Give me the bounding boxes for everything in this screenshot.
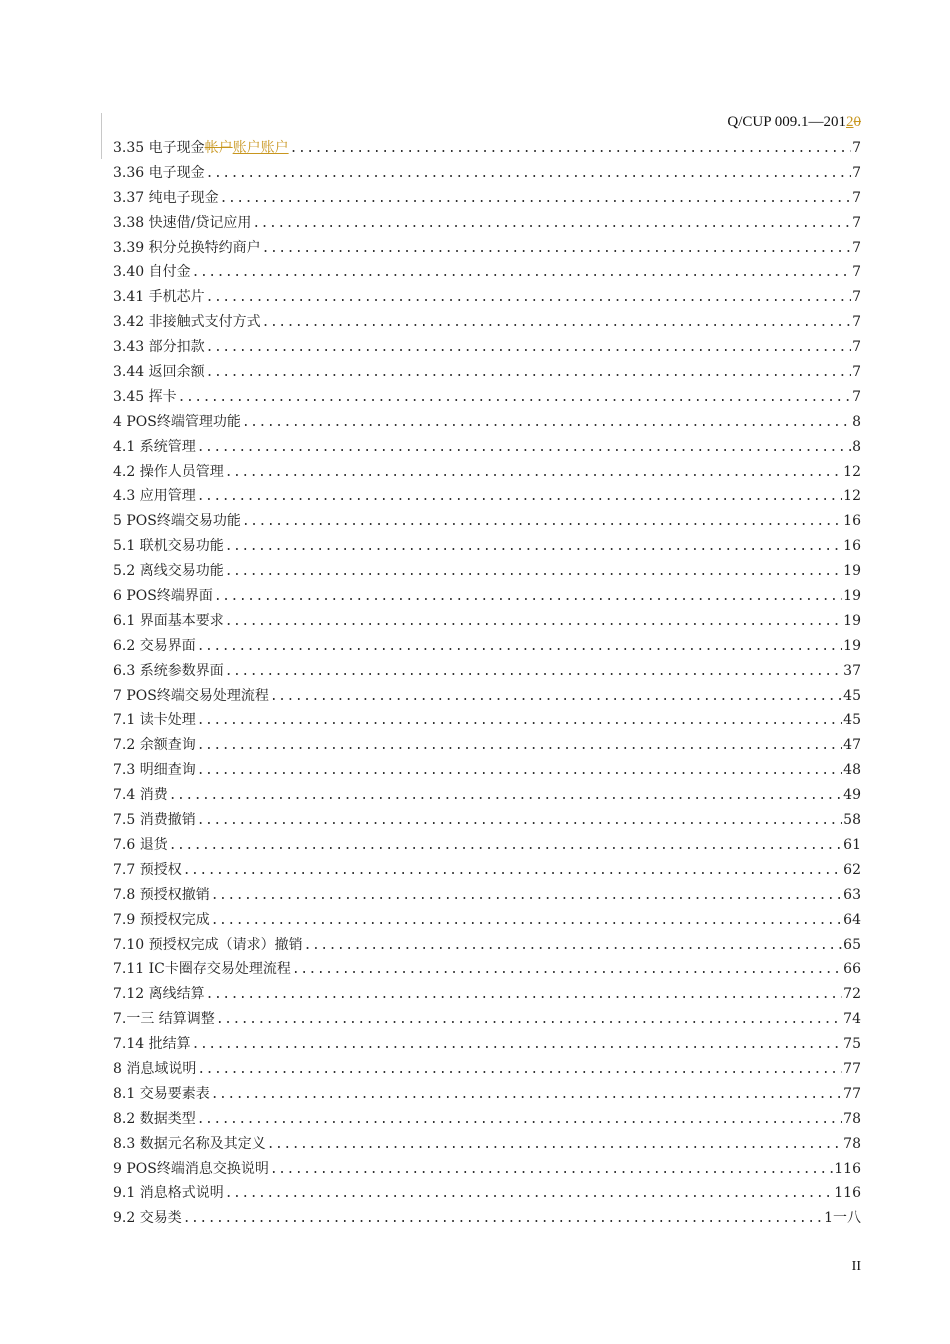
toc-entry-text: 7.2 余额查询 xyxy=(113,737,196,754)
toc-entry-text: 7.12 离线结算 xyxy=(113,986,205,1003)
toc-entry-page: 78 xyxy=(843,1110,861,1127)
toc-entry-text: 7.5 消费撤销 xyxy=(113,812,196,829)
toc-dot-leader xyxy=(270,685,842,709)
toc-entry-title xyxy=(113,1082,210,1107)
toc-entry-page: 8 xyxy=(852,438,861,455)
toc-entry-text: 3.45 挥卡 xyxy=(113,388,177,405)
toc-entry-page: 47 xyxy=(843,737,861,754)
toc-dot-leader xyxy=(211,1083,842,1107)
toc-entry-text: 7.14 批结算 xyxy=(113,1036,191,1053)
toc-entry-text: 5.2 离线交易功能 xyxy=(113,563,224,580)
toc-entry-text: 6.3 系统参数界面 xyxy=(113,662,224,679)
toc-entry-text: 7.1 读卡处理 xyxy=(113,712,196,729)
toc-entry-title xyxy=(113,410,241,435)
toc-dot-leader xyxy=(206,286,851,310)
toc-entry[interactable] xyxy=(113,1157,861,1182)
toc-entry[interactable] xyxy=(113,708,861,733)
toc-entry-page: 72 xyxy=(843,986,861,1003)
toc-entry-page: 7 xyxy=(852,189,861,206)
toc-entry-text: 3.43 部分扣款 xyxy=(113,339,205,356)
toc-entry[interactable] xyxy=(113,136,861,161)
toc-entry-title xyxy=(113,758,196,783)
toc-entry-text: 8.2 数据类型 xyxy=(113,1110,196,1127)
toc-dot-leader xyxy=(262,237,851,261)
toc-entry[interactable] xyxy=(113,285,861,310)
toc-entry[interactable] xyxy=(113,161,861,186)
toc-dot-leader xyxy=(197,485,842,509)
toc-entry[interactable] xyxy=(113,1181,861,1206)
toc-entry-title xyxy=(113,783,168,808)
toc-entry-page: 75 xyxy=(843,1036,861,1053)
toc-dot-leader xyxy=(252,212,851,236)
toc-entry[interactable] xyxy=(113,758,861,783)
toc-entry-page: 7 xyxy=(852,164,861,181)
toc-entry[interactable] xyxy=(113,833,861,858)
toc-entry-page: 63 xyxy=(843,886,861,903)
toc-entry[interactable] xyxy=(113,509,861,534)
toc-entry-page: 64 xyxy=(843,911,861,928)
toc-entry-title xyxy=(113,136,289,161)
toc-dot-leader xyxy=(242,411,851,435)
toc-entry[interactable] xyxy=(113,1082,861,1107)
toc-entry-page: 19 xyxy=(843,588,861,605)
toc-entry[interactable] xyxy=(113,534,861,559)
toc-entry[interactable] xyxy=(113,1132,861,1157)
toc-entry-text: 3.41 手机芯片 xyxy=(113,289,205,306)
toc-entry[interactable] xyxy=(113,385,861,410)
toc-dot-leader xyxy=(242,510,842,534)
toc-entry[interactable] xyxy=(113,609,861,634)
toc-entry-title xyxy=(113,584,213,609)
toc-entry-text: 7 POS终端交易处理流程 xyxy=(113,687,269,704)
toc-entry[interactable] xyxy=(113,1007,861,1032)
toc-dot-leader xyxy=(225,461,842,485)
toc-entry-title xyxy=(113,385,177,410)
toc-dot-leader xyxy=(178,386,851,410)
toc-entry-title xyxy=(113,559,224,584)
toc-dot-leader xyxy=(225,1182,834,1206)
toc-entry-page: 77 xyxy=(843,1085,861,1102)
toc-entry[interactable] xyxy=(113,260,861,285)
toc-entry-title xyxy=(113,460,224,485)
toc-entry-page: 7 xyxy=(852,339,861,356)
toc-entry-text: 8 消息域说明 xyxy=(113,1060,197,1077)
toc-dot-leader xyxy=(169,834,842,858)
toc-entry-title xyxy=(113,285,205,310)
toc-entry-title xyxy=(113,708,196,733)
toc-entry-page: 7 xyxy=(852,289,861,306)
toc-entry[interactable] xyxy=(113,310,861,335)
toc-entry-title xyxy=(113,957,291,982)
toc-entry-page: 77 xyxy=(843,1060,861,1077)
toc-entry-page: 7 xyxy=(852,239,861,256)
toc-dot-leader xyxy=(192,261,851,285)
toc-entry-text: 5 POS终端交易功能 xyxy=(113,513,241,530)
toc-entry-title xyxy=(113,684,269,709)
toc-entry-title xyxy=(113,509,241,534)
toc-dot-leader xyxy=(270,1158,833,1182)
toc-entry-text: 5.1 联机交易功能 xyxy=(113,538,224,555)
toc-entry-title xyxy=(113,1181,224,1206)
toc-dot-leader xyxy=(197,1108,842,1132)
toc-entry-title xyxy=(113,808,196,833)
toc-dot-leader xyxy=(225,535,842,559)
toc-entry[interactable] xyxy=(113,410,861,435)
toc-entry-title xyxy=(113,435,196,460)
toc-dot-leader xyxy=(197,809,842,833)
toc-entry-page: 7 xyxy=(852,364,861,381)
table-of-contents xyxy=(113,136,861,1231)
toc-entry-page: 61 xyxy=(843,836,861,853)
toc-entry-page: 37 xyxy=(843,662,861,679)
toc-entry-text: 4.2 操作人员管理 xyxy=(113,463,224,480)
toc-entry-page: 49 xyxy=(843,787,861,804)
toc-dot-leader xyxy=(206,983,843,1007)
toc-dot-leader xyxy=(206,162,851,186)
toc-dot-leader xyxy=(206,361,851,385)
toc-entry[interactable] xyxy=(113,236,861,261)
toc-entry-page: 45 xyxy=(843,712,861,729)
toc-entry-page: 65 xyxy=(843,936,861,953)
header-standard-number: Q/CUP 009.1—201 xyxy=(727,114,846,130)
toc-entry-text: 3.37 纯电子现金 xyxy=(113,189,219,206)
toc-entry-title xyxy=(113,1107,196,1132)
toc-entry-text: 9.2 交易类 xyxy=(113,1210,182,1227)
toc-entry-text: 4 POS终端管理功能 xyxy=(113,413,241,430)
toc-entry-page: 58 xyxy=(843,812,861,829)
toc-entry-text: 3.42 非接触式支付方式 xyxy=(113,314,261,331)
toc-entry[interactable] xyxy=(113,584,861,609)
toc-entry-title xyxy=(113,858,182,883)
toc-entry[interactable] xyxy=(113,335,861,360)
toc-dot-leader xyxy=(267,1133,842,1157)
toc-entry-text: 6.1 界面基本要求 xyxy=(113,612,224,629)
toc-entry[interactable] xyxy=(113,684,861,709)
toc-dot-leader xyxy=(197,759,842,783)
toc-entry-page: 7 xyxy=(852,388,861,405)
toc-entry-text: 3.40 自付金 xyxy=(113,264,191,281)
toc-dot-leader xyxy=(211,884,842,908)
toc-dot-leader xyxy=(197,1058,842,1082)
toc-entry-title xyxy=(113,1057,196,1082)
page-number: II xyxy=(851,1259,861,1274)
toc-entry-title xyxy=(113,609,224,634)
toc-entry[interactable] xyxy=(113,908,861,933)
toc-entry-title xyxy=(113,360,205,385)
toc-entry-text: 8.3 数据元名称及其定义 xyxy=(113,1135,266,1152)
toc-entry-text: 3.39 积分兑换特约商户 xyxy=(113,239,261,256)
toc-dot-leader xyxy=(183,859,842,883)
toc-entry[interactable] xyxy=(113,1206,861,1231)
toc-entry[interactable] xyxy=(113,933,861,958)
toc-entry[interactable] xyxy=(113,186,861,211)
toc-entry-text: 9 POS终端消息交换说明 xyxy=(113,1160,269,1177)
toc-entry[interactable] xyxy=(113,1107,861,1132)
toc-entry-page: 19 xyxy=(843,563,861,580)
toc-dot-leader xyxy=(290,137,851,161)
toc-entry[interactable] xyxy=(113,484,861,509)
header-deleted-digit: 0 xyxy=(853,114,861,130)
toc-entry-text: 7.3 明细查询 xyxy=(113,762,196,779)
toc-dot-leader xyxy=(225,660,842,684)
toc-dot-leader xyxy=(197,635,842,659)
toc-entry-title xyxy=(113,534,224,559)
toc-dot-leader xyxy=(262,311,851,335)
toc-entry-title xyxy=(113,1157,269,1182)
toc-entry-page: 19 xyxy=(843,637,861,654)
toc-entry-text: 7.9 预授权完成 xyxy=(113,911,210,928)
toc-entry-page: 16 xyxy=(843,538,861,555)
toc-entry-title xyxy=(113,833,168,858)
toc-entry-title xyxy=(113,1007,215,1032)
toc-entry-text: 7.8 预授权撤销 xyxy=(113,886,210,903)
margin-change-bar xyxy=(101,113,102,159)
toc-entry-title xyxy=(113,883,210,908)
document-header xyxy=(727,114,861,131)
header-inserted-digit: 2 xyxy=(846,114,854,130)
toc-entry-text: 4.3 应用管理 xyxy=(113,488,196,505)
toc-dot-leader xyxy=(292,958,842,982)
toc-entry-page: 7 xyxy=(852,264,861,281)
toc-entry-page: 7 xyxy=(852,314,861,331)
toc-entry-page: 116 xyxy=(834,1160,861,1177)
toc-entry-inserted-text: 账户账户 xyxy=(232,140,289,156)
toc-dot-leader xyxy=(304,934,843,958)
toc-dot-leader xyxy=(192,1033,843,1057)
toc-entry-text: 3.44 返回余额 xyxy=(113,364,205,381)
toc-entry-title xyxy=(113,659,224,684)
toc-entry-page: 48 xyxy=(843,762,861,779)
toc-dot-leader xyxy=(197,709,842,733)
toc-entry-page: 66 xyxy=(843,961,861,978)
toc-entry-page: 12 xyxy=(843,488,861,505)
toc-entry-text: 7.7 预授权 xyxy=(113,861,182,878)
toc-entry-title xyxy=(113,1032,191,1057)
toc-entry-page: 74 xyxy=(843,1011,861,1028)
toc-entry-text: 3.36 电子现金 xyxy=(113,164,205,181)
toc-entry-text: 7.6 退货 xyxy=(113,836,168,853)
toc-entry-title xyxy=(113,310,261,335)
toc-entry-page: 7 xyxy=(852,214,861,231)
toc-entry-page: 16 xyxy=(843,513,861,530)
toc-entry-title xyxy=(113,335,205,360)
toc-entry-title xyxy=(113,236,261,261)
toc-entry-page: 19 xyxy=(843,612,861,629)
toc-entry-text: 8.1 交易要素表 xyxy=(113,1085,210,1102)
toc-entry[interactable] xyxy=(113,783,861,808)
toc-entry-page: 12 xyxy=(843,463,861,480)
toc-entry-title xyxy=(113,908,210,933)
toc-entry[interactable] xyxy=(113,1057,861,1082)
toc-entry-text: 9.1 消息格式说明 xyxy=(113,1185,224,1202)
toc-entry-title xyxy=(113,634,196,659)
toc-dot-leader xyxy=(197,734,842,758)
toc-entry[interactable] xyxy=(113,808,861,833)
toc-entry-title xyxy=(113,733,196,758)
toc-entry[interactable] xyxy=(113,858,861,883)
toc-entry-deleted-text: 帐户 xyxy=(204,140,233,156)
toc-entry-text: 6 POS终端界面 xyxy=(113,588,213,605)
toc-dot-leader xyxy=(220,187,851,211)
toc-entry-text: 6.2 交易界面 xyxy=(113,637,196,654)
toc-entry-page: 8 xyxy=(852,413,861,430)
toc-entry[interactable] xyxy=(113,883,861,908)
toc-entry-text: 7.4 消费 xyxy=(113,787,168,804)
toc-dot-leader xyxy=(225,560,842,584)
toc-entry-page: 62 xyxy=(843,861,861,878)
toc-entry-text: 7.10 预授权完成（请求）撤销 xyxy=(113,936,303,953)
toc-dot-leader xyxy=(214,585,842,609)
toc-entry-page: 45 xyxy=(843,687,861,704)
toc-entry-title xyxy=(113,211,251,236)
toc-entry-page: 78 xyxy=(843,1135,861,1152)
toc-dot-leader xyxy=(211,909,842,933)
toc-dot-leader xyxy=(169,784,842,808)
toc-entry[interactable] xyxy=(113,559,861,584)
toc-dot-leader xyxy=(183,1207,823,1231)
toc-dot-leader xyxy=(206,336,851,360)
toc-dot-leader xyxy=(225,610,842,634)
toc-entry[interactable] xyxy=(113,659,861,684)
toc-entry[interactable] xyxy=(113,211,861,236)
toc-entry[interactable] xyxy=(113,1032,861,1057)
toc-entry[interactable] xyxy=(113,982,861,1007)
toc-entry[interactable] xyxy=(113,360,861,385)
toc-entry[interactable] xyxy=(113,634,861,659)
toc-entry-title xyxy=(113,1206,182,1231)
toc-dot-leader xyxy=(216,1008,842,1032)
toc-entry-title xyxy=(113,484,196,509)
toc-entry[interactable] xyxy=(113,733,861,758)
toc-entry-title xyxy=(113,982,205,1007)
toc-entry-title xyxy=(113,260,191,285)
toc-entry-text: 3.38 快速借/贷记应用 xyxy=(113,214,252,231)
toc-entry-text: 4.1 系统管理 xyxy=(113,438,196,455)
toc-entry-title xyxy=(113,186,219,211)
toc-dot-leader xyxy=(197,436,851,460)
toc-entry-page: 116 xyxy=(834,1185,861,1202)
toc-entry-page: 1一八 xyxy=(824,1210,861,1227)
toc-entry[interactable] xyxy=(113,460,861,485)
toc-entry-title xyxy=(113,933,303,958)
toc-entry-page: 7 xyxy=(852,140,861,156)
toc-entry-title xyxy=(113,161,205,186)
toc-entry[interactable] xyxy=(113,435,861,460)
toc-entry-text: 7.一三 结算调整 xyxy=(113,1011,215,1028)
toc-entry-text: 7.11 IC卡圈存交易处理流程 xyxy=(113,961,291,978)
toc-entry[interactable] xyxy=(113,957,861,982)
toc-entry-title xyxy=(113,1132,266,1157)
toc-entry-text: 3.35 电子现金 xyxy=(113,140,205,156)
